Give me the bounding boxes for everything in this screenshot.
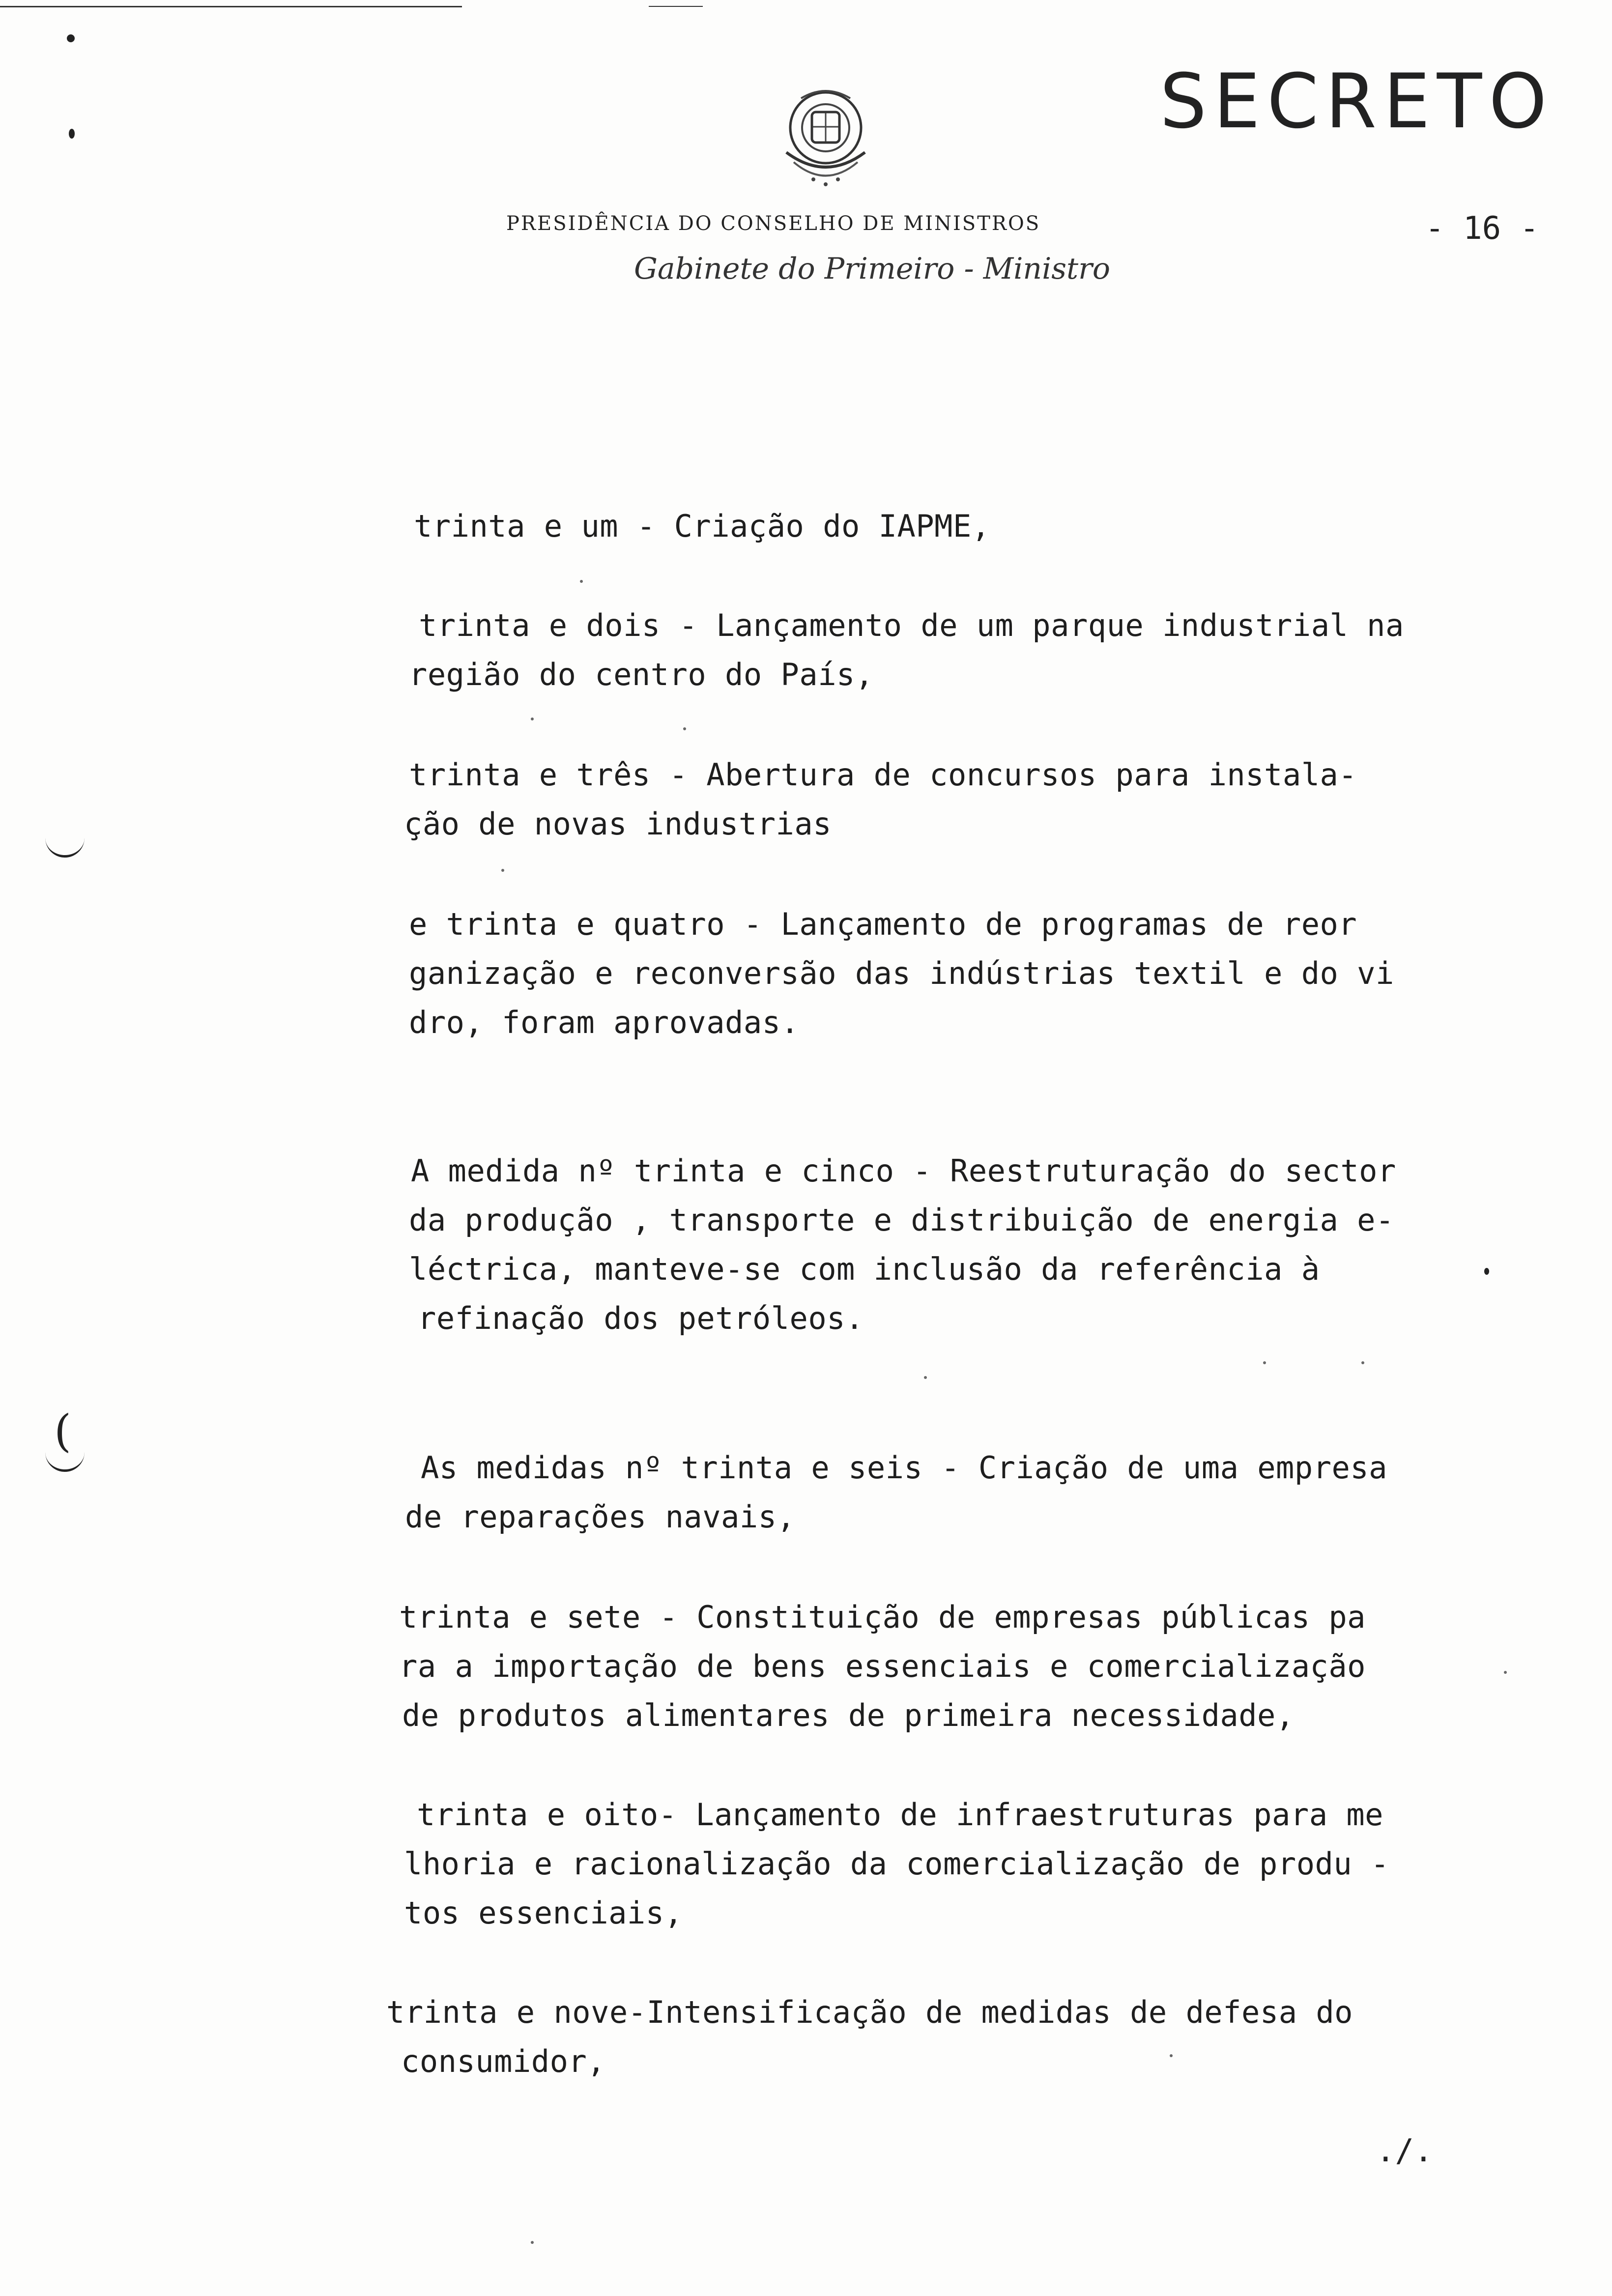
body-line: trinta e três - Abertura de concursos para instala- (409, 757, 1357, 793)
body-line: A medida nº trinta e cinco - Reestruturação do sector (411, 1153, 1396, 1189)
margin-dot (1484, 1268, 1489, 1275)
body-line: trinta e dois - Lançamento de um parque industrial na (419, 607, 1404, 643)
scan-speck (531, 718, 534, 720)
scan-speck (924, 1376, 927, 1379)
body-line: tos essenciais, (404, 1895, 683, 1931)
top-rule-mid (649, 6, 703, 7)
margin-dot (69, 129, 75, 139)
scan-speck (1263, 1361, 1266, 1364)
margin-paren: ( (54, 1406, 72, 1457)
body-line: lhoria e racionalização da comercialização de produ - (404, 1846, 1389, 1882)
scan-speck (1170, 2054, 1173, 2057)
scan-speck (501, 869, 504, 872)
body-line: consumidor, (401, 2043, 606, 2079)
body-line: refinação dos petróleos. (418, 1300, 864, 1336)
body-line: e trinta e quatro - Lançamento de programas de reor (409, 906, 1357, 942)
body-line: região do centro do País, (409, 657, 874, 692)
top-rule-left (0, 6, 462, 7)
body-line: léctrica, manteve-se com inclusão da referência à (409, 1251, 1320, 1287)
body-line: ganização e reconversão das indústrias textil e do vi (409, 955, 1394, 991)
scan-speck (1504, 1671, 1507, 1674)
body-line: dro, foram aprovadas. (409, 1004, 800, 1040)
body-line: de reparações navais, (405, 1499, 796, 1535)
body-line: ção de novas industrias (404, 806, 832, 842)
scan-speck (683, 727, 686, 730)
body-line: ra a importação de bens essenciais e comercialização (399, 1648, 1366, 1684)
coat-of-arms-seal (767, 79, 885, 197)
body-line: trinta e sete - Constituição de empresas públicas pa (399, 1599, 1366, 1635)
header-title: PRESIDÊNCIA DO CONSELHO DE MINISTROS (506, 212, 1041, 235)
scan-speck (1361, 1361, 1364, 1364)
body-line: trinta e oito- Lançamento de infraestruturas para me (417, 1797, 1384, 1833)
margin-dot (67, 34, 75, 42)
header-subtitle: Gabinete do Primeiro - Ministro (634, 252, 1110, 286)
body-line: trinta e nove-Intensificação de medidas de defesa do (386, 1994, 1353, 2030)
scan-speck (531, 2241, 534, 2244)
classification-stamp: SECRETO (1160, 58, 1554, 145)
margin-bracket (45, 826, 85, 858)
body-line: da produção , transporte e distribuição de energia e- (409, 1202, 1394, 1238)
body-line: de produtos alimentares de primeira necessidade, (402, 1697, 1295, 1733)
continuation-mark: ./. (1376, 2133, 1433, 2169)
page-number: - 16 - (1425, 210, 1539, 247)
scan-speck (580, 580, 583, 583)
body-line: trinta e um - Criação do IAPME, (414, 508, 990, 544)
body-line: As medidas nº trinta e seis - Criação de uma empresa (421, 1450, 1388, 1486)
